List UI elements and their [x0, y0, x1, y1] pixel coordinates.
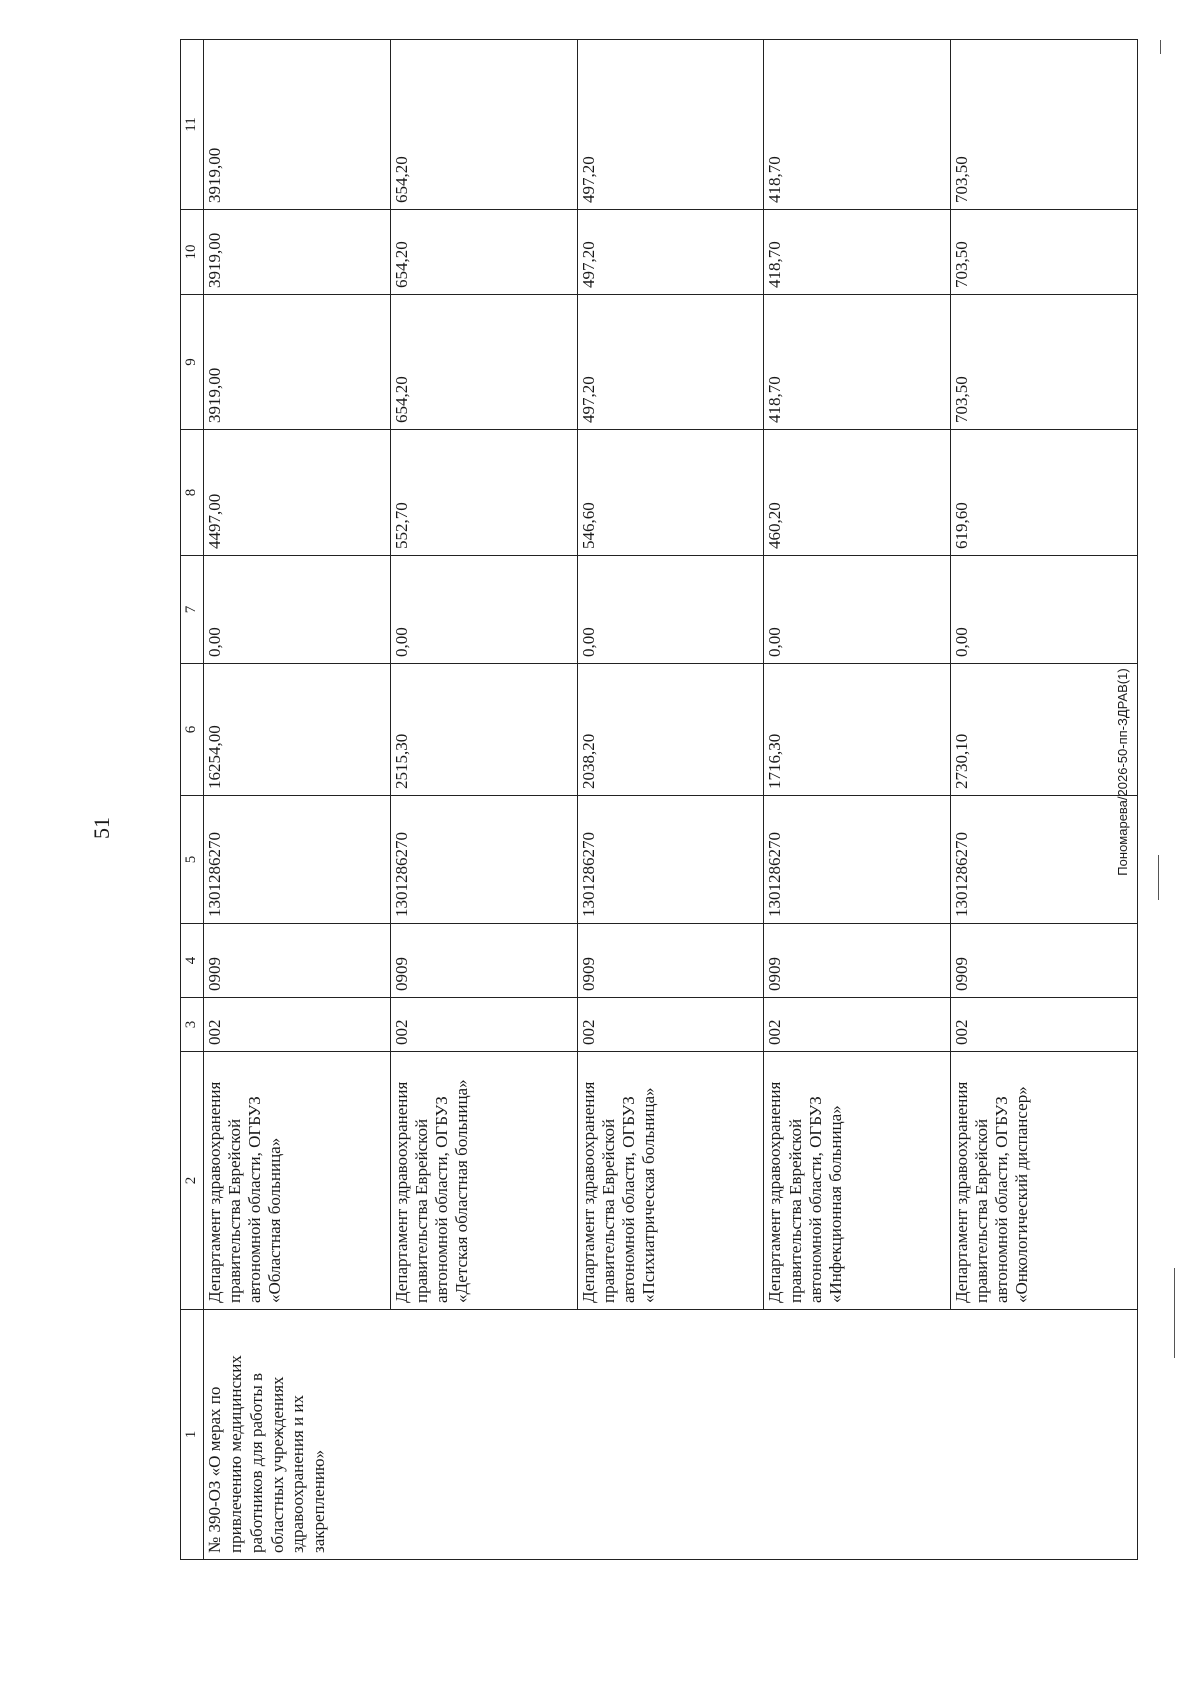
cell-value: 0,00 [577, 556, 764, 664]
law-reference-cell: № 390-ОЗ «О мерах по привлечению медицинских работников для работы в областных учреждениях здравоохранения и их закреплению» [204, 1310, 1138, 1560]
cell-value: 1301286270 [764, 796, 951, 924]
cell-value: 497,20 [577, 295, 764, 430]
cell-value: 0909 [764, 924, 951, 998]
document-footer-code: Пономарева/2026-50-пп-ЗДРАВ(1) [1115, 668, 1130, 876]
column-number: 1 [181, 1310, 204, 1560]
cell-value: 0,00 [391, 556, 578, 664]
table-header-row [181, 40, 204, 1560]
cell-value: 002 [577, 998, 764, 1052]
scan-mark [1160, 40, 1161, 54]
column-number: 7 [181, 556, 204, 664]
column-number: 8 [181, 430, 204, 556]
cell-value: 16254,00 [204, 664, 391, 796]
column-number: 3 [181, 998, 204, 1052]
cell-value: 002 [764, 998, 951, 1052]
column-number: 5 [181, 796, 204, 924]
cell-value: 2515,30 [391, 664, 578, 796]
cell-value: 0,00 [951, 556, 1138, 664]
cell-value: 418,70 [764, 295, 951, 430]
cell-value: 3919,00 [204, 295, 391, 430]
cell-value: 0909 [577, 924, 764, 998]
column-number: 4 [181, 924, 204, 998]
column-number: 11 [181, 40, 204, 210]
cell-value: 0,00 [764, 556, 951, 664]
cell-value: 546,60 [577, 430, 764, 556]
cell-value: 0,00 [204, 556, 391, 664]
cell-value: 703,50 [951, 40, 1138, 210]
cell-value: 418,70 [764, 210, 951, 295]
cell-value: 619,60 [951, 430, 1138, 556]
cell-value: 3919,00 [204, 210, 391, 295]
cell-value: 654,20 [391, 210, 578, 295]
cell-value: 1301286270 [204, 796, 391, 924]
column-number: 2 [181, 1052, 204, 1310]
budget-table-container [180, 40, 1138, 1560]
cell-value: 0909 [951, 924, 1138, 998]
cell-value: 552,70 [391, 430, 578, 556]
cell-value: 1301286270 [951, 796, 1138, 924]
cell-value: 497,20 [577, 40, 764, 210]
institution-name: Департамент здравоохранения правительства Еврейской автономной области, ОГБУЗ «Онкологический диспансер» [951, 1052, 1138, 1310]
cell-value: 0909 [391, 924, 578, 998]
cell-value: 703,50 [951, 210, 1138, 295]
cell-value: 002 [204, 998, 391, 1052]
column-number: 9 [181, 295, 204, 430]
cell-value: 497,20 [577, 210, 764, 295]
scan-mark [1158, 855, 1159, 900]
cell-value: 2730,10 [951, 664, 1138, 796]
table-row [204, 40, 391, 1560]
cell-value: 3919,00 [204, 40, 391, 210]
cell-value: 4497,00 [204, 430, 391, 556]
cell-value: 1301286270 [391, 796, 578, 924]
cell-value: 418,70 [764, 40, 951, 210]
column-number: 6 [181, 664, 204, 796]
institution-name: Департамент здравоохранения правительства Еврейской автономной области, ОГБУЗ «Инфекционная больница» [764, 1052, 951, 1310]
budget-table [180, 39, 1138, 1560]
cell-value: 002 [391, 998, 578, 1052]
scan-mark [1174, 1268, 1175, 1358]
cell-value: 2038,20 [577, 664, 764, 796]
cell-value: 1716,30 [764, 664, 951, 796]
institution-name: Департамент здравоохранения правительства Еврейской автономной области, ОГБУЗ «Психиатрическая больница» [577, 1052, 764, 1310]
cell-value: 1301286270 [577, 796, 764, 924]
institution-name: Департамент здравоохранения правительства Еврейской автономной области, ОГБУЗ «Детская областная больница» [391, 1052, 578, 1310]
page-number: 51 [89, 817, 114, 839]
institution-name: Департамент здравоохранения правительства Еврейской автономной области, ОГБУЗ «Областная больница» [204, 1052, 391, 1310]
cell-value: 654,20 [391, 295, 578, 430]
cell-value: 703,50 [951, 295, 1138, 430]
cell-value: 654,20 [391, 40, 578, 210]
cell-value: 0909 [204, 924, 391, 998]
column-number: 10 [181, 210, 204, 295]
cell-value: 002 [951, 998, 1138, 1052]
cell-value: 460,20 [764, 430, 951, 556]
